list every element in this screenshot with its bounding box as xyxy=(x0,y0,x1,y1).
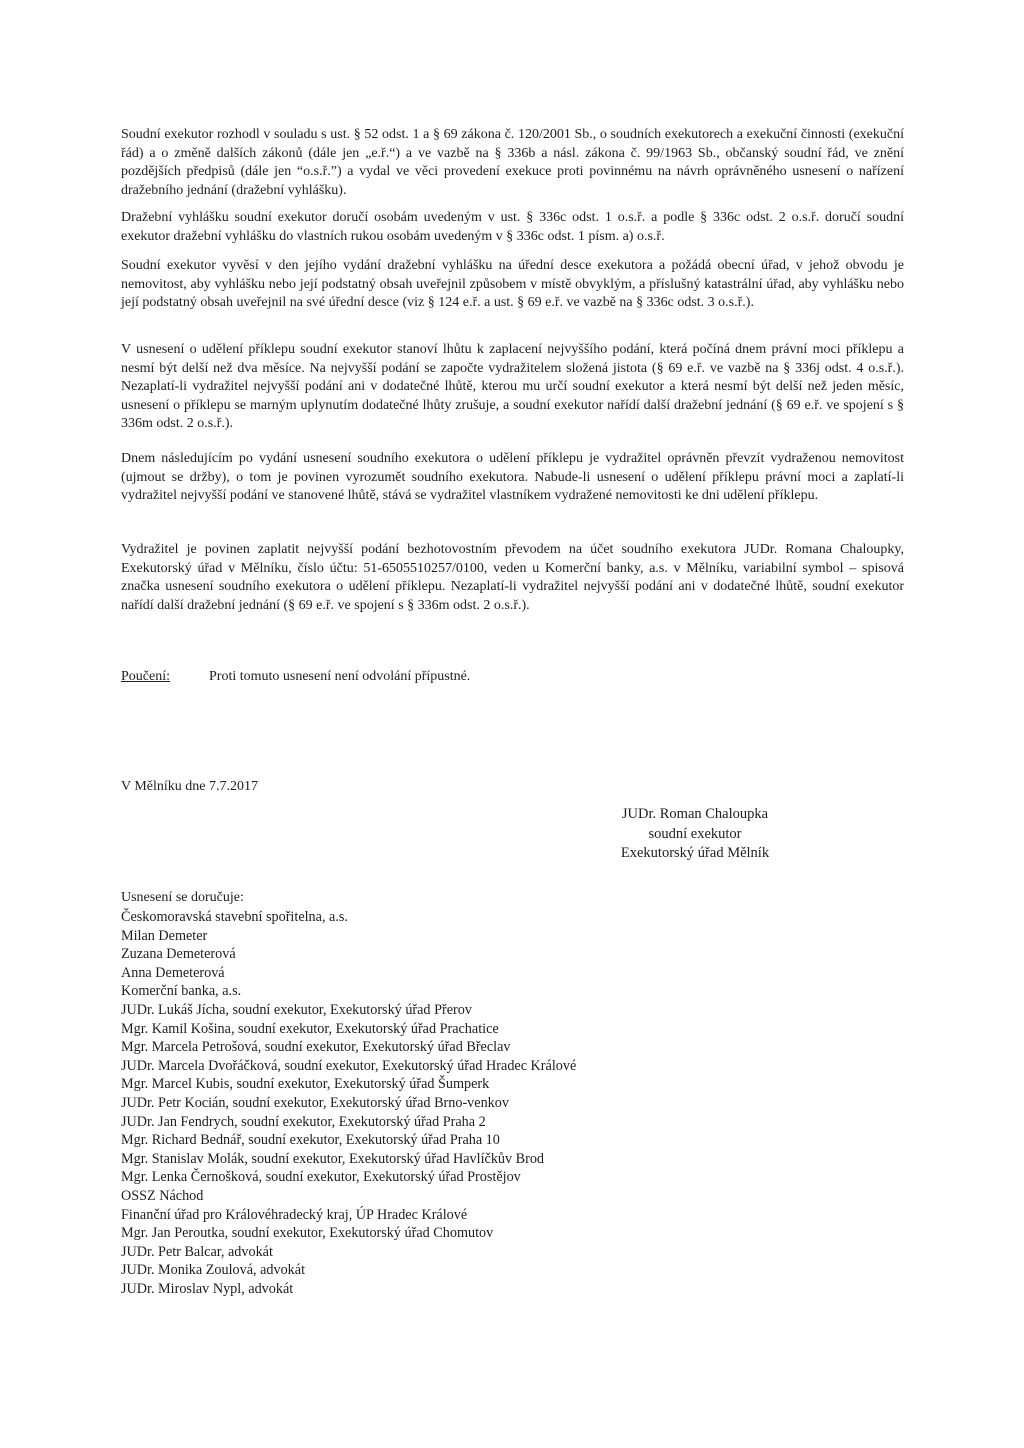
recipient-item: Českomoravská stavební spořitelna, a.s. xyxy=(121,909,348,925)
recipient-item: OSSZ Náchod xyxy=(121,1187,204,1204)
recipient-item: Komerční banka, a.s. xyxy=(121,983,242,1000)
recipient-item: Mgr. Stanislav Molák, soudní exekutor, Exekutorský úřad Havlíčkův Brod xyxy=(121,1150,545,1167)
recipient-item: Mgr. Marcel Kubis, soudní exekutor, Exekutorský úřad Šumperk xyxy=(121,1076,490,1093)
paragraph-publication: Soudní exekutor vyvěsí v den jejího vydání dražební vyhlášku na úřední desce exekutora a požádá obecní úřad, v jehož obvodu je nemovitost, aby vyhlášku nebo její podstatný obsah uveřejnil způsobem v místě obvyklým, a příslušný katastrální úřad, aby vyhlášku nebo její podstatný obsah uveřejnil na své úřední desce (viz § 124 e.ř. a ust. § 69 e.ř. ve vazbě na § 336c odst. 3 o.s.ř.). xyxy=(121,258,904,311)
recipient-item: Mgr. Richard Bednář, soudní exekutor, Exekutorský úřad Praha 10 xyxy=(121,1132,500,1149)
recipient-item: JUDr. Petr Balcar, advokát xyxy=(121,1243,273,1260)
paragraph-decision-basis: Soudní exekutor rozhodl v souladu s ust. § 52 odst. 1 a § 69 zákona č. 120/2001 Sb., o soudních exekutorech a exekuční činnosti (exekuční řád) a o změně dalších zákonů (dále jen „e.ř.“) a ve vazbě na § 336b a násl. zákona č. 99/1963 Sb., občanský soudní řád, ve znění pozdějších předpisů (dále jen “o.s.ř.”) a vydal ve věci provedení exekuce proti povinnému na návrh oprávněného usnesení o nařízení dražebního jednání (dražební vyhlášku). xyxy=(121,127,904,198)
recipient-item: Mgr. Kamil Košina, soudní exekutor, Exekutorský úřad Prachatice xyxy=(121,1020,499,1037)
paragraph-payment-deadline: V usnesení o udělení příklepu soudní exekutor stanoví lhůtu k zaplacení nejvyššího podání, která počíná dnem právní moci příklepu a nesmí být delší než dva měsíce. Na nejvyšší podání se započte vydražitelem složená jistota (§ 69 e.ř. ve vazbě na § 336j odst. 4 o.s.ř.). Nezaplatí-li vydražitel nejvyšší podání ani v dodatečné lhůtě, kterou mu určí soudní exekutor a která nesmí být delší než jeden měsíc, usnesení o příklepu se marným uplynutím dodatečné lhůty zrušuje, a soudní exekutor nařídí další dražební jednání (§ 69 e.ř. ve spojení s § 336m odst. 2 o.s.ř.). xyxy=(121,342,904,432)
recipient-item: Mgr. Marcela Petrošová, soudní exekutor, Exekutorský úřad Břeclav xyxy=(121,1039,511,1056)
recipients-title: Usnesení se doručuje: xyxy=(121,890,244,905)
recipient-item: Anna Demeterová xyxy=(121,964,225,981)
paragraph-delivery: Dražební vyhlášku soudní exekutor doručí osobám uvedeným v ust. § 336c odst. 1 o.s.ř. a podle § 336c odst. 2 o.s.ř. doručí soudní exekutor dražební vyhlášku do vlastních rukou osobám uvedeným v § 336c odst. 1 písm. a) o.s.ř. xyxy=(121,210,904,244)
recipient-item: JUDr. Petr Kocián, soudní exekutor, Exekutorský úřad Brno-venkov xyxy=(121,1094,509,1111)
recipient-item: JUDr. Marcela Dvořáčková, soudní exekutor, Exekutorský úřad Hradec Králové xyxy=(121,1057,577,1074)
recipient-item: Finanční úřad pro Královéhradecký kraj, ÚP Hradec Králové xyxy=(121,1206,468,1223)
notice-label: Poučení: xyxy=(121,669,170,684)
recipient-item: Milan Demeter xyxy=(121,927,208,944)
recipient-item: JUDr. Miroslav Nypl, advokát xyxy=(121,1280,294,1297)
recipient-item: JUDr. Lukáš Jícha, soudní exekutor, Exekutorský úřad Přerov xyxy=(121,1001,472,1018)
recipient-item: JUDr. Monika Zoulová, advokát xyxy=(121,1262,306,1279)
recipient-item: Mgr. Jan Peroutka, soudní exekutor, Exekutorský úřad Chomutov xyxy=(121,1225,494,1242)
signatory-role: soudní exekutor xyxy=(648,825,742,842)
recipient-item: Mgr. Lenka Černošková, soudní exekutor, Exekutorský úřad Prostějov xyxy=(121,1169,521,1186)
recipient-item: Zuzana Demeterová xyxy=(121,946,236,963)
signatory-office: Exekutorský úřad Mělník xyxy=(620,845,770,861)
recipients-list xyxy=(121,908,576,1298)
place-date: V Mělníku dne 7.7.2017 xyxy=(121,779,259,794)
recipient-item: JUDr. Jan Fendrych, soudní exekutor, Exekutorský úřad Praha 2 xyxy=(121,1113,486,1130)
signatory-name: JUDr. Roman Chaloupka xyxy=(621,806,769,822)
paragraph-payment-account: Vydražitel je povinen zaplatit nejvyšší podání bezhotovostním převodem na účet soudního exekutora JUDr. Romana Chaloupky, Exekutorský úřad v Mělníku, číslo účtu: 51-6505510257/0100, veden u Komerční banky, a.s. v Mělníku, variabilní symbol – spisová značka usnesení soudního exekutora o udělení příklepu. Nezaplatí-li vydražitel nejvyšší podání ani v dodatečné lhůtě, soudní exekutor nařídí další dražební jednání (§ 69 e.ř. ve spojení s § 336m odst. 2 o.s.ř.). xyxy=(121,542,904,613)
notice-text: Proti tomuto usnesení není odvolání přípustné. xyxy=(209,669,471,684)
paragraph-possession: Dnem následujícím po vydání usnesení soudního exekutora o udělení příklepu je vydražitel oprávněn převzít vydraženou nemovitost (ujmout se držby), o tom je povinen vyrozumět soudního exekutora. Nabude-li usnesení o udělení příklepu právní moci a zaplatí-li vydražitel nejvyšší podání ve stanovené lhůtě, stává se vydražitel vlastníkem vydražené nemovitosti ke dni udělení příklepu. xyxy=(121,451,904,504)
signature-block xyxy=(560,805,830,864)
